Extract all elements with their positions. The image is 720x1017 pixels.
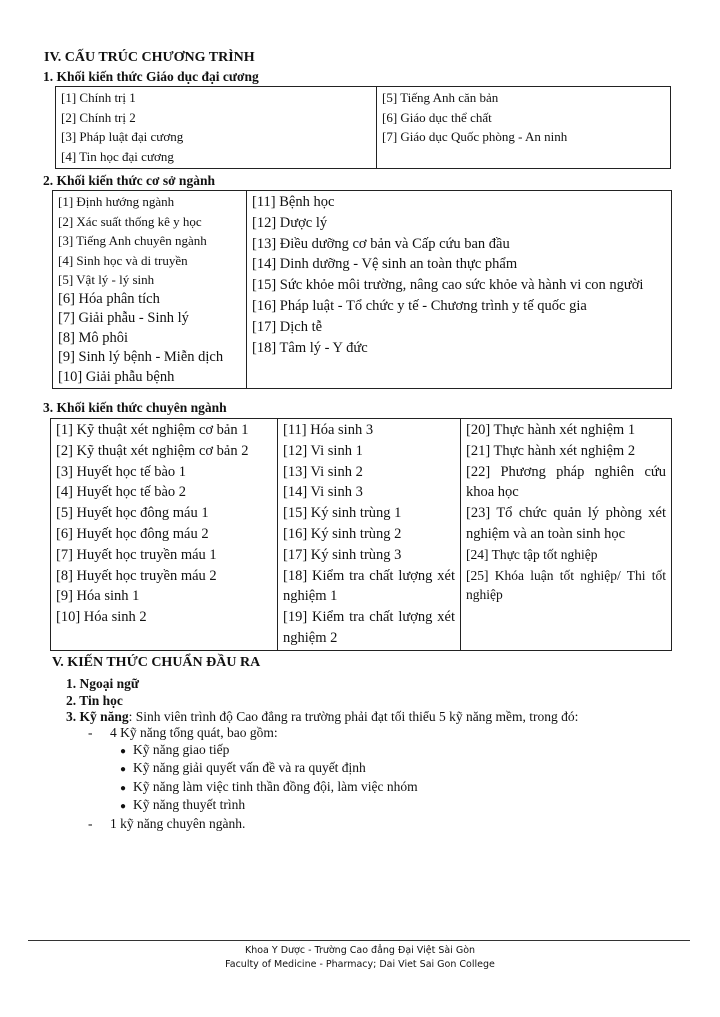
- specialized-col-2: [278, 419, 461, 651]
- bullet-text: Kỹ năng làm việc tinh thần đồng đội, làm việc nhóm: [133, 778, 418, 794]
- course-item: [3] Huyết học tế bào 1: [56, 463, 187, 480]
- bullet-item: [88, 760, 418, 779]
- specialized-col-3: [461, 419, 672, 651]
- course-item: [21] Thực hành xét nghiệm 2: [466, 442, 636, 459]
- course-item: [1] Định hướng ngành: [58, 194, 175, 209]
- course-item: [12] Vi sinh 1: [283, 442, 363, 459]
- outcome-skills-text: : Sinh viên trình độ Cao đẳng ra trường phải đạt tối thiểu 5 kỹ năng mềm, trong đó:: [128, 709, 579, 724]
- course-item: [4] Tin học đại cương: [61, 148, 174, 164]
- course-item: [4] Huyết học tế bào 2: [56, 484, 187, 501]
- outcome-skills: [66, 709, 578, 726]
- outcomes-list: [66, 676, 578, 726]
- outcome-skills-label: 3. Kỹ năng: [66, 709, 129, 724]
- page-footer: [0, 944, 720, 972]
- course-item: [9] Sinh lý bệnh - Miễn dịch: [58, 349, 224, 365]
- course-item: [5] Vật lý - lý sinh: [58, 272, 155, 287]
- course-item: [14] Vi sinh 3: [283, 484, 363, 501]
- foundation-col-1: [53, 191, 247, 389]
- specialized-courses-table: [50, 418, 672, 651]
- course-item: [5] Huyết học đông máu 1: [56, 505, 209, 522]
- course-item: [24] Thực tập tốt nghiệp: [466, 546, 598, 562]
- section-5-heading: V. KIẾN THỨC CHUẨN ĐẦU RA: [52, 655, 261, 670]
- course-item: [6] Giáo dục thể chất: [382, 109, 492, 125]
- general-col-1: [56, 87, 377, 169]
- course-item: [23] Tổ chức quản lý phòng xét nghiệm và an toàn sinh học: [466, 505, 666, 542]
- footer-line-vi: Khoa Y Dược - Trường Cao đẳng Đại Việt Sài Gòn: [244, 945, 476, 956]
- specialized-skills-item: [88, 816, 418, 833]
- course-item: [22] Phương pháp nghiên cứu khoa học: [466, 463, 666, 501]
- bullet-icon: ●: [120, 745, 127, 757]
- specialized-skills-text: 1 kỹ năng chuyên ngành.: [110, 815, 246, 831]
- course-item: [14] Dinh dưỡng - Vệ sinh an toàn thực phẩm: [252, 256, 518, 273]
- general-skills-text: 4 Kỹ năng tổng quát, bao gồm:: [110, 725, 278, 740]
- general-block-title: 1. Khối kiến thức Giáo dục đại cương: [43, 69, 259, 84]
- bullet-text: Kỹ năng thuyết trình: [133, 797, 246, 812]
- course-item: [8] Mô phôi: [58, 329, 129, 346]
- course-item: [16] Pháp luật - Tổ chức y tế - Chương trình y tế quốc gia: [252, 297, 587, 314]
- general-skills-item: [88, 725, 418, 742]
- foundation-block-title: 2. Khối kiến thức cơ sở ngành: [43, 173, 215, 188]
- footer-line-en: Faculty of Medicine - Pharmacy; Dai Viet Sai Gon College: [225, 959, 495, 970]
- course-item: [13] Điều dưỡng cơ bản và Cấp cứu ban đầu: [252, 235, 510, 252]
- outcome-informatics: 2. Tin học: [66, 692, 123, 708]
- course-item: [17] Dịch tễ: [252, 318, 323, 335]
- course-item: [13] Vi sinh 2: [283, 463, 363, 480]
- course-item: [11] Hóa sinh 3: [283, 422, 374, 438]
- course-item: [7] Huyết học truyền máu 1: [56, 546, 217, 563]
- course-item: [18] Tâm lý - Y đức: [252, 339, 368, 356]
- course-item: [16] Ký sinh trùng 2: [283, 525, 402, 542]
- foundation-courses-table: [52, 190, 672, 389]
- bullet-item: [88, 742, 418, 761]
- bullet-text: Kỹ năng giải quyết vấn đề và ra quyết định: [133, 760, 366, 775]
- course-item: [4] Sinh học và di truyền: [58, 252, 188, 268]
- specialized-block-title: 3. Khối kiến thức chuyên ngành: [43, 400, 227, 415]
- course-item: [3] Pháp luật đại cương: [61, 129, 184, 144]
- course-item: [15] Ký sinh trùng 1: [283, 505, 402, 522]
- section-4-heading: IV. CẤU TRÚC CHƯƠNG TRÌNH: [44, 50, 255, 65]
- course-item: [12] Dược lý: [252, 214, 328, 231]
- course-item: [5] Tiếng Anh căn bản: [382, 90, 499, 105]
- course-item: [2] Chính trị 2: [61, 109, 136, 125]
- course-item: [15] Sức khỏe môi trường, nâng cao sức khỏe và hành vi con người: [252, 277, 644, 294]
- skills-sublist: [88, 725, 418, 832]
- course-item: [10] Giải phẫu bệnh: [58, 368, 175, 385]
- bullet-item: [88, 779, 418, 798]
- course-item: [25] Khóa luận tốt nghiệp/ Thi tốt nghiệp: [466, 567, 666, 602]
- bullet-icon: ●: [120, 782, 127, 794]
- course-item: [10] Hóa sinh 2: [56, 609, 147, 626]
- general-col-2: [377, 87, 671, 169]
- general-courses-table: [55, 86, 671, 169]
- foundation-col-2: [247, 191, 672, 389]
- course-item: [1] Kỹ thuật xét nghiệm cơ bản 1: [56, 422, 249, 438]
- course-item: [7] Giáo dục Quốc phòng - An ninh: [382, 129, 568, 144]
- course-item: [17] Ký sinh trùng 3: [283, 546, 402, 563]
- course-item: [1] Chính trị 1: [61, 90, 136, 105]
- course-item: [2] Xác suất thống kê y học: [58, 213, 202, 229]
- outcome-foreign-language: 1. Ngoại ngữ: [66, 676, 139, 691]
- bullet-icon: ●: [120, 764, 127, 775]
- bullet-text: Kỹ năng giao tiếp: [133, 741, 230, 757]
- dash-marker: -: [88, 725, 93, 740]
- course-item: [9] Hóa sinh 1: [56, 588, 140, 605]
- course-item: [2] Kỹ thuật xét nghiệm cơ bản 2: [56, 442, 249, 459]
- dash-marker: -: [88, 815, 93, 831]
- course-item: [11] Bệnh học: [252, 194, 335, 210]
- course-item: [3] Tiếng Anh chuyên ngành: [58, 233, 207, 248]
- course-item: [18] Kiểm tra chất lượng xét nghiệm 1: [283, 567, 455, 605]
- course-item: [6] Huyết học đông máu 2: [56, 525, 209, 542]
- footer-divider: [28, 940, 690, 941]
- course-item: [8] Huyết học truyền máu 2: [56, 567, 217, 584]
- bullet-item: [88, 797, 418, 816]
- course-item: [6] Hóa phân tích: [58, 290, 160, 307]
- course-item: [20] Thực hành xét nghiệm 1: [466, 422, 636, 438]
- course-item: [19] Kiểm tra chất lượng xét nghiệm 2: [283, 609, 455, 646]
- course-item: [7] Giải phẫu - Sinh lý: [58, 310, 189, 326]
- specialized-col-1: [51, 419, 278, 651]
- bullet-icon: ●: [120, 801, 127, 812]
